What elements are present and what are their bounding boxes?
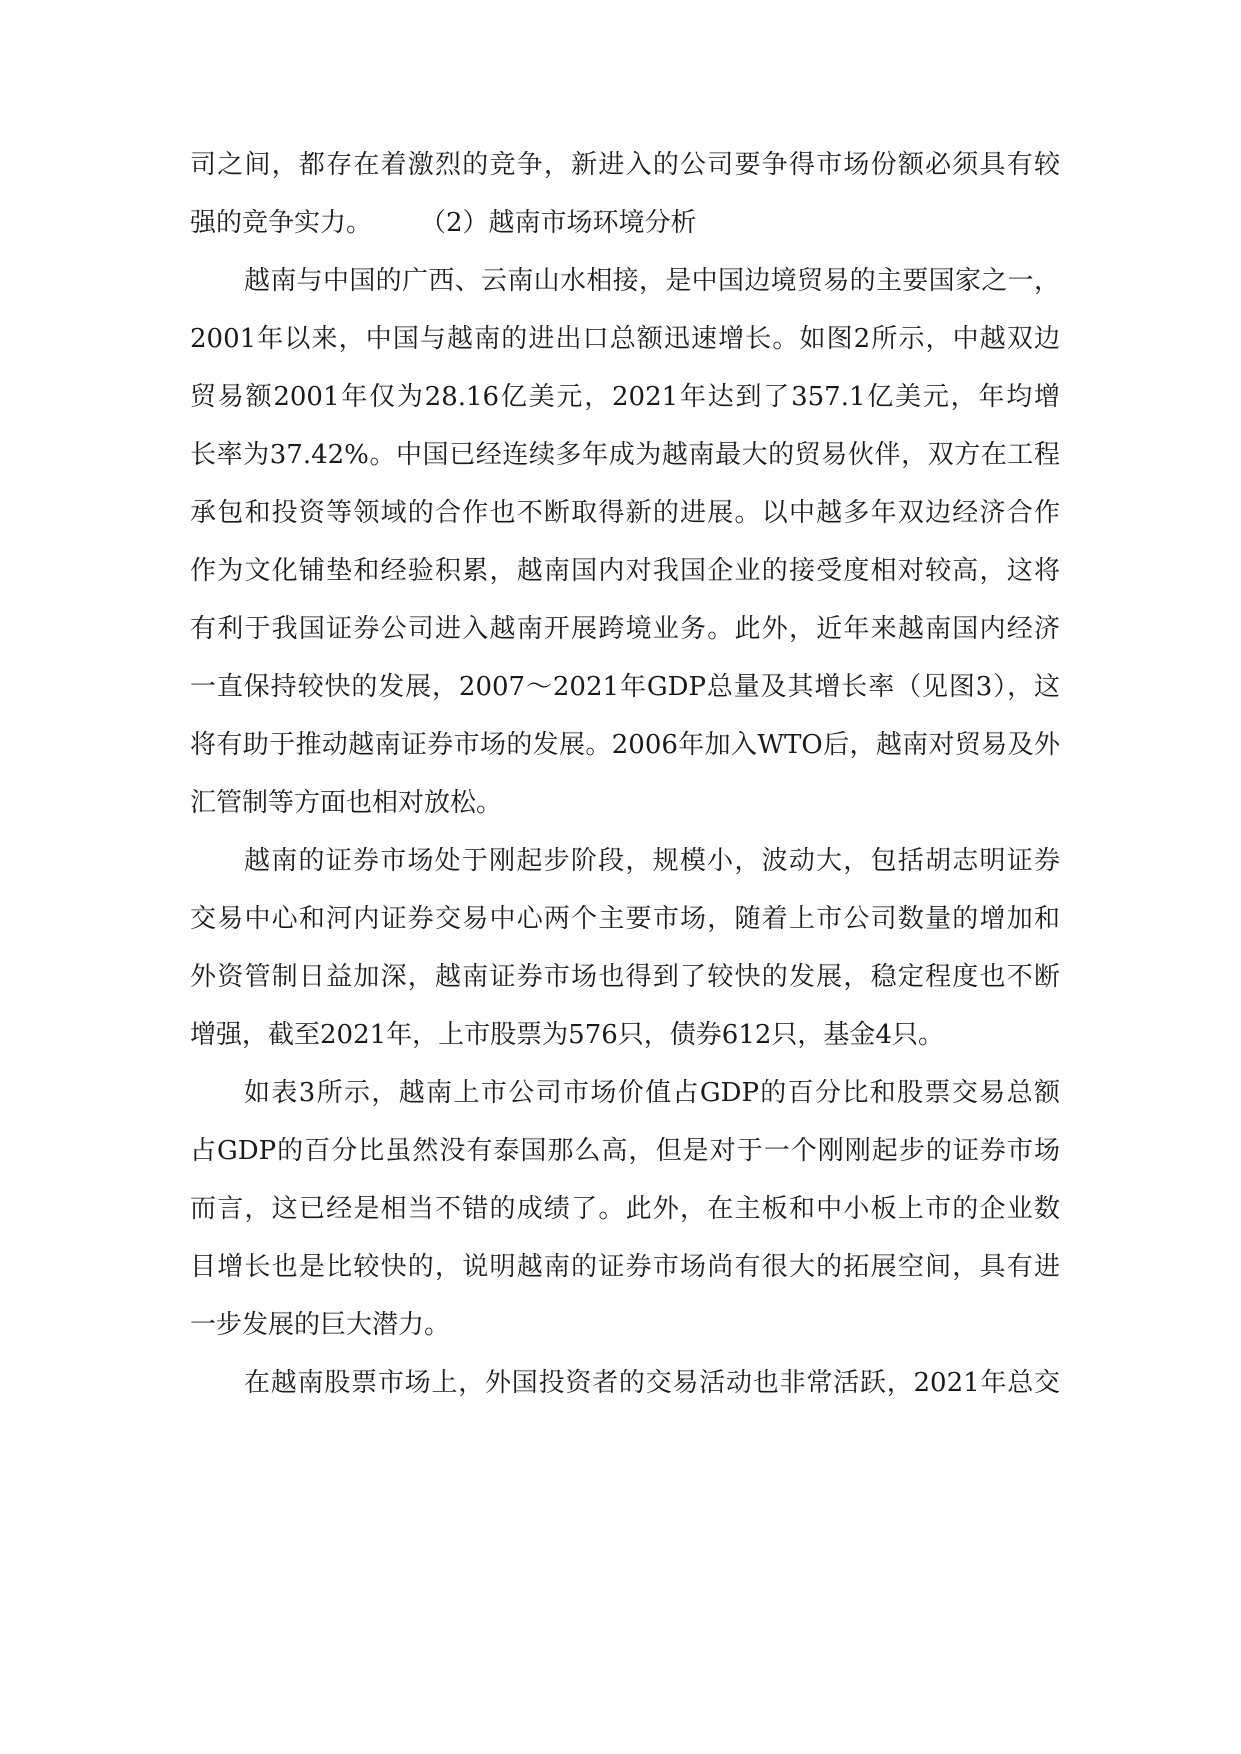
paragraph-line: 强的竞争实力。 <box>190 208 373 238</box>
paragraph-line: 作为文化铺垫和经验积累，越南国内对我国企业的接受度相对较高，这将 <box>190 556 1060 586</box>
paragraph-line: 目增长也是比较快的，说明越南的证券市场尚有很大的拓展空间，具有进 <box>190 1252 1060 1282</box>
paragraph-line: 贸易额2001年仅为28.16亿美元，2021年达到了357.1亿美元，年均增 <box>190 382 1060 412</box>
paragraph-line: 承包和投资等领域的合作也不断取得新的进展。以中越多年双边经济合作 <box>190 498 1060 528</box>
paragraph-line: 有利于我国证券公司进入越南开展跨境业务。此外，近年来越南国内经济 <box>190 614 1060 644</box>
paragraph-line: 占GDP的百分比虽然没有泰国那么高，但是对于一个刚刚起步的证券市场 <box>190 1136 1060 1166</box>
paragraph-line: 2001年以来，中国与越南的进出口总额迅速增长。如图2所示，中越双边 <box>190 324 1060 354</box>
paragraph-line: 一直保持较快的发展，2007～2021年GDP总量及其增长率（见图3），这 <box>190 672 1060 702</box>
paragraph-line: 而言，这已经是相当不错的成绩了。此外，在主板和中小板上市的企业数 <box>190 1194 1060 1224</box>
paragraph-line: 外资管制日益加深，越南证券市场也得到了较快的发展，稳定程度也不断 <box>190 962 1060 992</box>
paragraph-line: 汇管制等方面也相对放松。 <box>190 788 503 818</box>
paragraph-line: 如表3所示，越南上市公司市场价值占GDP的百分比和股票交易总额 <box>244 1078 1060 1108</box>
paragraph-line: 交易中心和河内证券交易中心两个主要市场，随着上市公司数量的增加和 <box>190 904 1060 934</box>
paragraph-line: 长率为37.42%。中国已经连续多年成为越南最大的贸易伙伴，双方在工程 <box>190 440 1060 470</box>
paragraph-line: 越南与中国的广西、云南山水相接，是中国边境贸易的主要国家之一， <box>244 266 1060 296</box>
paragraph-line: 在越南股票市场上，外国投资者的交易活动也非常活跃，2021年总交 <box>244 1368 1060 1398</box>
paragraph-line: 增强，截至2021年，上市股票为576只，债券612只，基金4只。 <box>190 1020 944 1050</box>
paragraph-line: 一步发展的巨大潜力。 <box>190 1310 451 1340</box>
paragraph-line: 将有助于推动越南证券市场的发展。2006年加入WTO后，越南对贸易及外 <box>190 730 1060 760</box>
section-heading: （2）越南市场环境分析 <box>420 208 697 238</box>
paragraph-line: 司之间，都存在着激烈的竞争，新进入的公司要争得市场份额必须具有较 <box>190 150 1060 180</box>
paragraph-line: 越南的证券市场处于刚起步阶段，规模小，波动大，包括胡志明证券 <box>244 846 1060 876</box>
